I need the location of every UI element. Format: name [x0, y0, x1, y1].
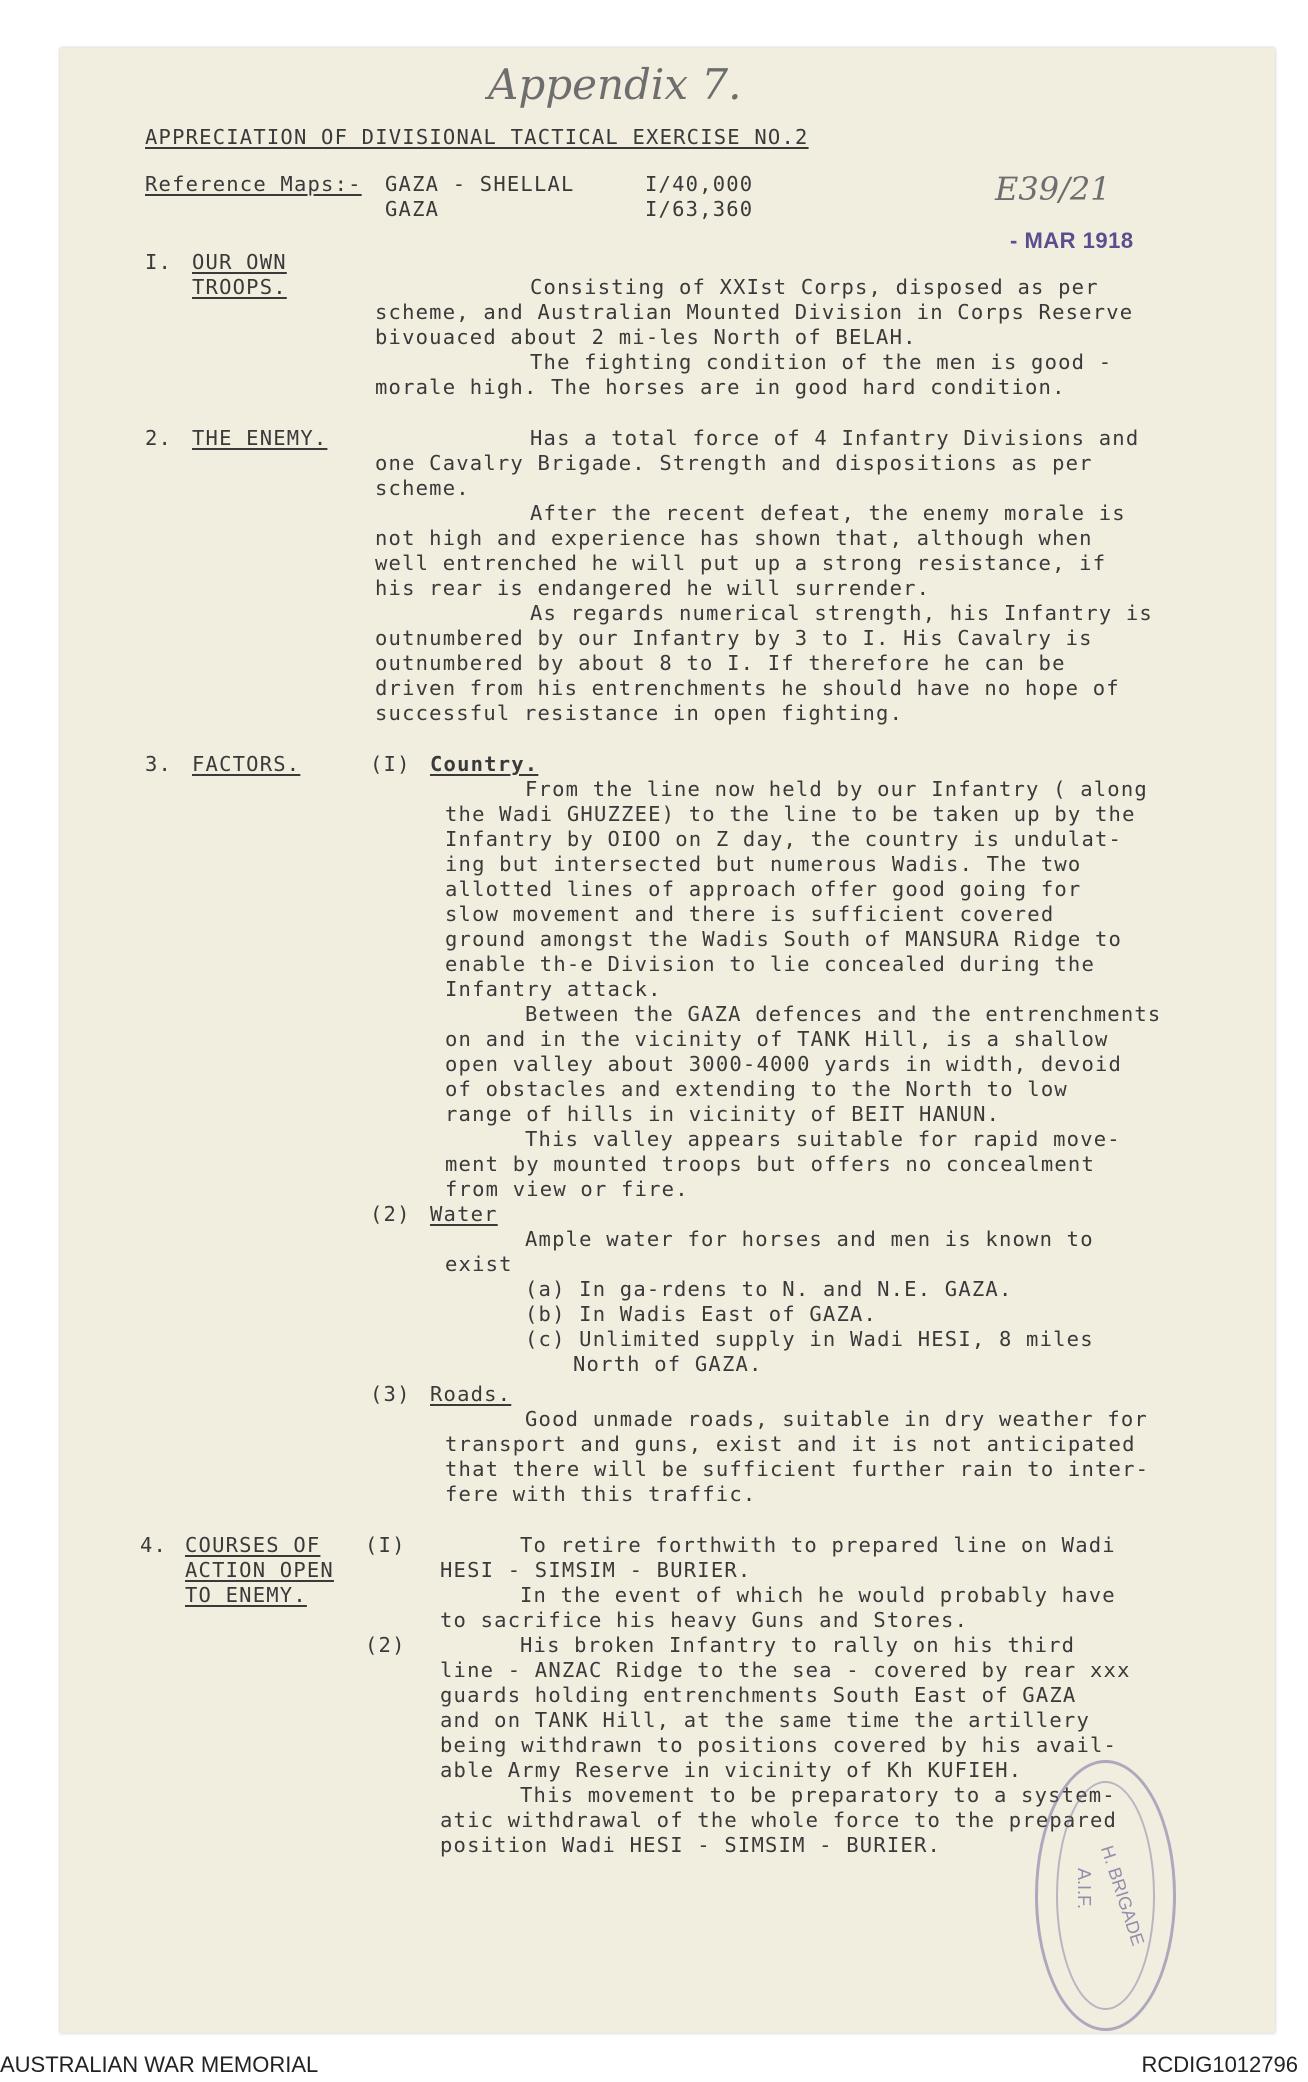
- section-heading-line: TO ENEMY.: [185, 1583, 307, 1607]
- subsection-number: (I): [365, 1533, 406, 1557]
- section-text-line: guards holding entrenchments South East of GAZA: [440, 1683, 1077, 1707]
- section-text-line: and on TANK Hill, at the same time the artillery: [440, 1708, 1091, 1732]
- subsection-number: (2): [370, 1202, 411, 1226]
- section-text-line: that there will be sufficient further rain to inter-: [445, 1457, 1150, 1481]
- footer-archive-name: AUSTRALIAN WAR MEMORIAL: [0, 2052, 319, 2077]
- section-text-line: scheme, and Australian Mounted Division in Corps Reserve: [375, 300, 1134, 324]
- list-item: (c) Unlimited supply in Wadi HESI, 8 miles: [525, 1327, 1094, 1351]
- section-heading-line: COURSES OF: [185, 1533, 321, 1557]
- section-number: 2.: [145, 426, 173, 450]
- section-number: 4.: [140, 1533, 168, 1557]
- list-item: (a) In ga-rdens to N. and N.E. GAZA.: [525, 1277, 1013, 1301]
- section-text-line: from view or fire.: [445, 1177, 689, 1201]
- subsection-number: (2): [365, 1633, 406, 1657]
- section-heading: FACTORS.: [192, 752, 301, 776]
- subsection-heading: Country.: [430, 752, 539, 776]
- seal-inner-ring: [1056, 1781, 1155, 2010]
- section-text-line: not high and experience has shown that, although when: [375, 526, 1093, 550]
- section-text-line: open valley about 3000-4000 yards in width, devoid: [445, 1052, 1123, 1076]
- section-text-line: allotted lines of approach offer good going for: [445, 877, 1082, 901]
- section-heading-line: TROOPS.: [192, 275, 287, 299]
- section-text-line: His broken Infantry to rally on his third: [520, 1633, 1076, 1657]
- section-text-line: Infantry attack.: [445, 977, 662, 1001]
- section-text-line: As regards numerical strength, his Infantry is: [530, 601, 1153, 625]
- section-heading-line: OUR OWN: [192, 250, 287, 274]
- section-text-line: successful resistance in open fighting.: [375, 701, 904, 725]
- reference-map-scale: I/63,360: [645, 197, 754, 221]
- section-text-line: scheme.: [375, 476, 470, 500]
- section-text-line: atic withdrawal of the whole force to the prepared: [440, 1808, 1118, 1832]
- reference-map-scale: I/40,000: [645, 172, 754, 196]
- reference-map-name: GAZA - SHELLAL: [385, 172, 575, 196]
- section-text-line: Good unmade roads, suitable in dry weather for: [525, 1407, 1148, 1431]
- section-text-line: To retire forthwith to prepared line on Wadi: [520, 1533, 1116, 1557]
- section-text-line: well entrenched he will put up a strong resistance, if: [375, 551, 1107, 575]
- section-text-line: The fighting condition of the men is good -: [530, 350, 1113, 374]
- section-text-line: position Wadi HESI - SIMSIM - BURIER.: [440, 1833, 942, 1857]
- section-text-line: fere with this traffic.: [445, 1482, 757, 1506]
- section-text-line: Between the GAZA defences and the entrenchments: [525, 1002, 1162, 1026]
- list-item: North of GAZA.: [573, 1352, 763, 1376]
- section-text-line: exist: [445, 1252, 513, 1276]
- section-text-line: being withdrawn to positions covered by his avail-: [440, 1733, 1118, 1757]
- section-text-line: Consisting of XXIst Corps, disposed as per: [530, 275, 1099, 299]
- section-text-line: on and in the vicinity of TANK Hill, is a shallow: [445, 1027, 1109, 1051]
- section-text-line: slow movement and there is sufficient covered: [445, 902, 1055, 926]
- section-text-line: one Cavalry Brigade. Strength and dispositions as per: [375, 451, 1093, 475]
- section-text-line: Infantry by OIOO on Z day, the country is undulat-: [445, 827, 1123, 851]
- section-text-line: outnumbered by our Infantry by 3 to I. His Cavalry is: [375, 626, 1093, 650]
- section-text-line: ing but intersected but numerous Wadis. The two: [445, 852, 1082, 876]
- section-number: I.: [145, 250, 173, 274]
- section-text-line: driven from his entrenchments he should have no hope of: [375, 676, 1120, 700]
- seal-brigade-text: H. BRIGADE: [1096, 1843, 1149, 1949]
- section-text-line: This movement to be preparatory to a system-: [520, 1783, 1116, 1807]
- section-number: 3.: [145, 752, 173, 776]
- seal-aif-text: A.I.F.: [1074, 1868, 1094, 1910]
- subsection-number: (3): [370, 1382, 411, 1406]
- footer-record-id: RCDIG1012796: [1141, 2052, 1298, 2077]
- handwritten-appendix-note: Appendix 7.: [488, 60, 742, 109]
- reference-map-name: GAZA: [385, 197, 440, 221]
- brigade-seal-stamp: [1035, 1760, 1176, 2031]
- section-text-line: line - ANZAC Ridge to the sea - covered by rear xxx: [440, 1658, 1131, 1682]
- section-text-line: From the line now held by our Infantry ( along: [525, 777, 1148, 801]
- section-text-line: the Wadi GHUZZEE) to the line to be taken up by the: [445, 802, 1136, 826]
- section-text-line: morale high. The horses are in good hard condition.: [375, 375, 1066, 399]
- section-text-line: ment by mounted troops but offers no concealment: [445, 1152, 1096, 1176]
- section-text-line: able Army Reserve in vicinity of Kh KUFIEH.: [440, 1758, 1023, 1782]
- section-text-line: Has a total force of 4 Infantry Divisions and: [530, 426, 1140, 450]
- section-heading: THE ENEMY.: [192, 426, 328, 450]
- section-text-line: of obstacles and extending to the North to low: [445, 1077, 1068, 1101]
- document-title: APPRECIATION OF DIVISIONAL TACTICAL EXERCISE NO.2: [145, 125, 809, 149]
- handwritten-reference-number: E39/21: [995, 170, 1111, 208]
- subsection-heading: Roads.: [430, 1382, 512, 1406]
- section-text-line: ground amongst the Wadis South of MANSURA Ridge to: [445, 927, 1123, 951]
- section-text-line: range of hills in vicinity of BEIT HANUN.: [445, 1102, 1001, 1126]
- section-text-line: his rear is endangered he will surrender.: [375, 576, 931, 600]
- section-heading-line: ACTION OPEN: [185, 1558, 334, 1582]
- subsection-number: (I): [370, 752, 411, 776]
- section-text-line: to sacrifice his heavy Guns and Stores.: [440, 1608, 969, 1632]
- section-text-line: transport and guns, exist and it is not anticipated: [445, 1432, 1136, 1456]
- section-text-line: This valley appears suitable for rapid move-: [525, 1127, 1121, 1151]
- reference-maps-label: Reference Maps:-: [145, 172, 362, 196]
- section-text-line: bivouaced about 2 mi-les North of BELAH.: [375, 325, 917, 349]
- date-stamp: - MAR 1918: [1010, 228, 1134, 253]
- section-text-line: After the recent defeat, the enemy morale is: [530, 501, 1126, 525]
- list-item: (b) In Wadis East of GAZA.: [525, 1302, 878, 1326]
- subsection-heading: Water: [430, 1202, 498, 1226]
- section-text-line: enable th-e Division to lie concealed during the: [445, 952, 1096, 976]
- section-text-line: outnumbered by about 8 to I. If therefore he can be: [375, 651, 1066, 675]
- section-text-line: HESI - SIMSIM - BURIER.: [440, 1558, 752, 1582]
- section-text-line: In the event of which he would probably have: [520, 1583, 1116, 1607]
- section-text-line: Ample water for horses and men is known to: [525, 1227, 1094, 1251]
